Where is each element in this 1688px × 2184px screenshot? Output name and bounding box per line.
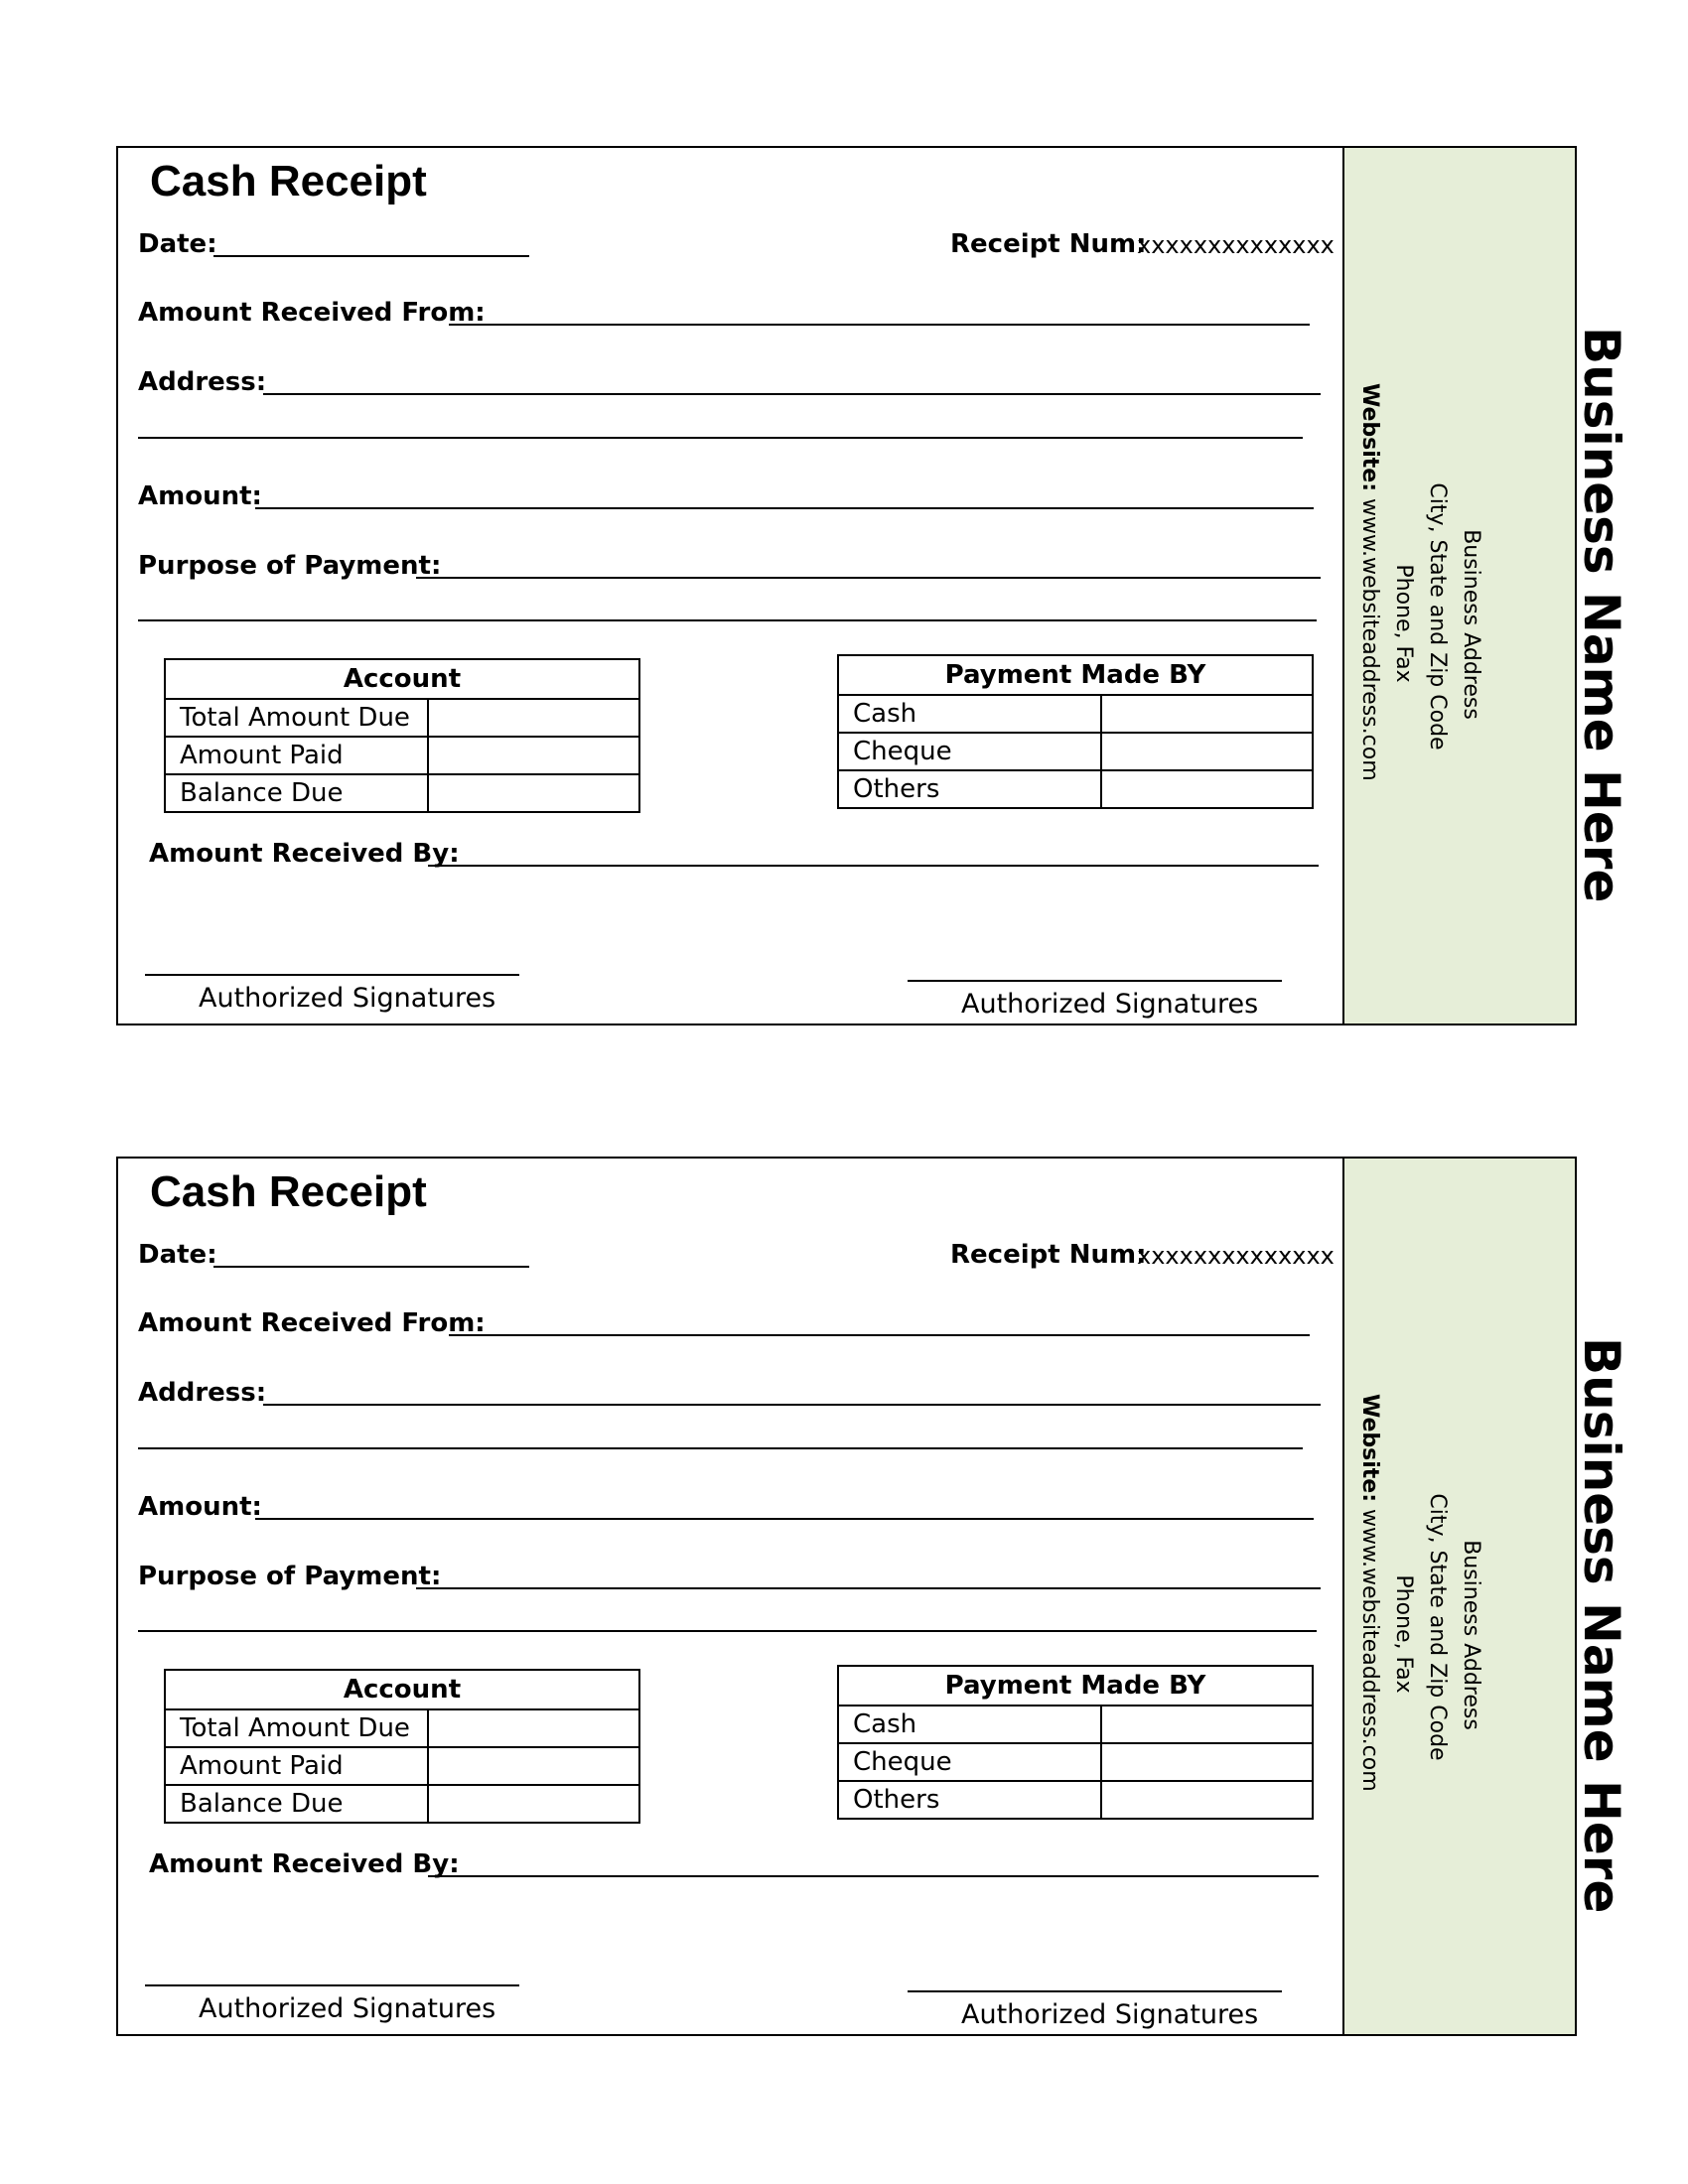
signature-line-right[interactable] [908, 1990, 1282, 1992]
table-cell-input[interactable] [428, 737, 639, 774]
table-row [838, 695, 1313, 733]
table-cell-label: Balance Due [165, 1785, 428, 1823]
amount-received-by-label: Amount Received By: [149, 839, 460, 869]
amount-received-from-line[interactable] [449, 324, 1310, 326]
date-field-line[interactable] [213, 1266, 529, 1268]
table-cell-label: Amount Paid [165, 737, 428, 774]
receipt-num-value: xxxxxxxxxxxxxx [1137, 1242, 1335, 1270]
table-row [165, 774, 639, 812]
address-line-2[interactable] [138, 1447, 1303, 1449]
address-line-1[interactable] [263, 393, 1321, 395]
table-cell-label: Others [838, 1781, 1101, 1819]
table-cell-input[interactable] [1101, 695, 1313, 733]
business-website [1352, 1394, 1386, 1792]
account-table [164, 658, 640, 813]
amount-label: Amount: [138, 1492, 262, 1522]
table-row [165, 1747, 639, 1785]
account-table-header: Account [165, 1670, 639, 1709]
amount-received-by-line[interactable] [428, 865, 1319, 867]
signature-label-left: Authorized Signatures [199, 983, 496, 1014]
business-address-block [1454, 490, 1487, 758]
business-address: Business Address [1459, 529, 1483, 720]
account-table-header: Account [165, 659, 639, 699]
address-label: Address: [138, 367, 267, 397]
table-cell-input[interactable] [1101, 1706, 1313, 1743]
table-cell-label: Total Amount Due [165, 1709, 428, 1747]
website-label: Website: [1357, 383, 1382, 492]
amount-received-from-label: Amount Received From: [138, 298, 486, 328]
table-cell-label: Balance Due [165, 774, 428, 812]
table-cell-label: Cheque [838, 733, 1101, 770]
address-label: Address: [138, 1378, 267, 1408]
receipt-form [118, 1159, 1342, 2034]
signature-line-left[interactable] [145, 974, 519, 976]
amount-received-by-line[interactable] [428, 1875, 1319, 1877]
payment-table-header: Payment Made BY [838, 655, 1313, 695]
table-cell-input[interactable] [1101, 1743, 1313, 1781]
business-city-state-zip: City, State and Zip Code [1425, 1493, 1450, 1761]
table-row [838, 733, 1313, 770]
payment-table [837, 654, 1314, 809]
table-cell-label: Others [838, 770, 1101, 808]
website-value[interactable]: www.websiteaddress.com [1357, 1509, 1382, 1792]
table-cell-input[interactable] [428, 1709, 639, 1747]
table-cell-input[interactable] [1101, 770, 1313, 808]
amount-received-by-label: Amount Received By: [149, 1849, 460, 1879]
business-phone-fax: Phone, Fax [1391, 564, 1416, 683]
amount-label: Amount: [138, 481, 262, 511]
table-row [838, 1706, 1313, 1743]
table-cell-label: Total Amount Due [165, 699, 428, 737]
payment-table-header: Payment Made BY [838, 1666, 1313, 1706]
table-cell-input[interactable] [1101, 733, 1313, 770]
amount-received-from-label: Amount Received From: [138, 1308, 486, 1338]
receipt-num-value: xxxxxxxxxxxxxx [1137, 231, 1335, 259]
business-name: Business Name Here [1573, 327, 1630, 903]
purpose-label: Purpose of Payment: [138, 551, 442, 581]
table-cell-input[interactable] [1101, 1781, 1313, 1819]
receipt-form [118, 148, 1342, 1024]
table-row [838, 1781, 1313, 1819]
business-address: Business Address [1459, 1540, 1483, 1730]
signature-label-left: Authorized Signatures [199, 1993, 496, 2024]
business-city-block [1420, 1463, 1454, 1791]
business-phone-fax: Phone, Fax [1391, 1574, 1416, 1694]
signature-label-right: Authorized Signatures [961, 1999, 1259, 2030]
amount-received-from-line[interactable] [449, 1334, 1310, 1336]
business-address-block [1454, 1501, 1487, 1769]
table-cell-label: Amount Paid [165, 1747, 428, 1785]
table-row [165, 1709, 639, 1747]
signature-line-left[interactable] [145, 1984, 519, 1986]
business-phone-block [1386, 1535, 1420, 1733]
payment-table [837, 1665, 1314, 1820]
purpose-line-2[interactable] [138, 619, 1317, 621]
purpose-line-1[interactable] [416, 1587, 1321, 1589]
purpose-line-1[interactable] [416, 577, 1321, 579]
account-table [164, 1669, 640, 1824]
amount-line[interactable] [255, 507, 1314, 509]
signature-line-right[interactable] [908, 980, 1282, 982]
address-line-2[interactable] [138, 437, 1303, 439]
table-cell-label: Cash [838, 695, 1101, 733]
table-row [838, 1743, 1313, 1781]
table-cell-input[interactable] [428, 1785, 639, 1823]
receipt-num-label: Receipt Num: [950, 1240, 1147, 1270]
table-cell-input[interactable] [428, 1747, 639, 1785]
table-cell-label: Cheque [838, 1743, 1101, 1781]
table-cell-input[interactable] [428, 699, 639, 737]
purpose-label: Purpose of Payment: [138, 1562, 442, 1591]
table-row [838, 770, 1313, 808]
business-phone-block [1386, 524, 1420, 723]
date-field-line[interactable] [213, 255, 529, 257]
table-cell-input[interactable] [428, 774, 639, 812]
website-value[interactable]: www.websiteaddress.com [1357, 498, 1382, 781]
receipt-num-label: Receipt Num: [950, 229, 1147, 259]
table-row [165, 699, 639, 737]
address-line-1[interactable] [263, 1404, 1321, 1406]
table-cell-label: Cash [838, 1706, 1101, 1743]
website-label: Website: [1357, 1394, 1382, 1503]
receipt-title: Cash Receipt [150, 157, 427, 205]
receipt-title: Cash Receipt [150, 1167, 427, 1216]
table-row [165, 737, 639, 774]
date-label: Date: [138, 229, 217, 259]
purpose-line-2[interactable] [138, 1630, 1317, 1632]
business-website [1352, 383, 1386, 781]
business-city-block [1420, 453, 1454, 780]
date-label: Date: [138, 1240, 217, 1270]
business-name: Business Name Here [1573, 1337, 1630, 1914]
amount-line[interactable] [255, 1518, 1314, 1520]
table-row [165, 1785, 639, 1823]
business-city-state-zip: City, State and Zip Code [1425, 482, 1450, 751]
signature-label-right: Authorized Signatures [961, 989, 1259, 1020]
